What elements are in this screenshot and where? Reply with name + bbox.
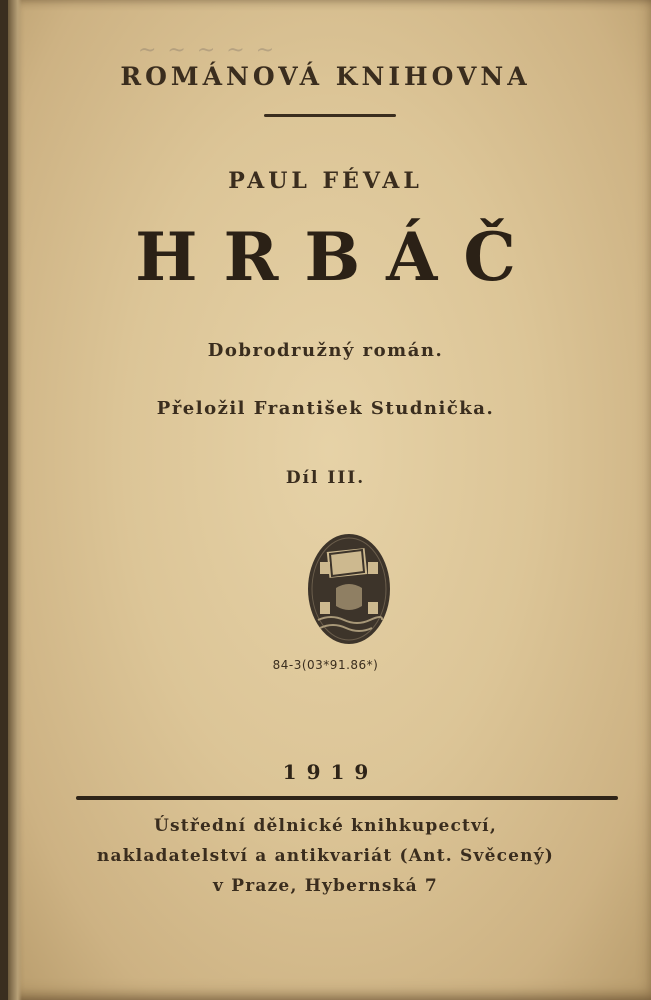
pencil-inscription: ~ ~ ~ ~ ~ bbox=[138, 38, 277, 63]
translator-credit: Přeložil František Studnička. bbox=[156, 398, 495, 419]
bottom-rule bbox=[76, 796, 618, 800]
book-title: HRBÁČ bbox=[135, 218, 542, 296]
publisher-emblem-icon bbox=[306, 532, 392, 646]
publisher-line-3: v Praze, Hybernská 7 bbox=[213, 876, 438, 896]
series-title: ROMÁNOVÁ KNIHOVNA bbox=[120, 62, 531, 91]
author-name: PAUL FÉVAL bbox=[228, 168, 423, 194]
top-rule bbox=[264, 114, 396, 117]
publisher-line-2: nakladatelství a antikvariát (Ant. Svěcený) bbox=[96, 846, 555, 866]
catalog-number: 84-3(03*91.86*) bbox=[272, 658, 379, 672]
book-subtitle: Dobrodružný román. bbox=[207, 340, 444, 361]
publisher-line-1: Ústřední dělnické knihkupectví, bbox=[154, 816, 497, 836]
publication-year: 1919 bbox=[282, 760, 379, 784]
volume-number: Díl III. bbox=[285, 468, 366, 488]
